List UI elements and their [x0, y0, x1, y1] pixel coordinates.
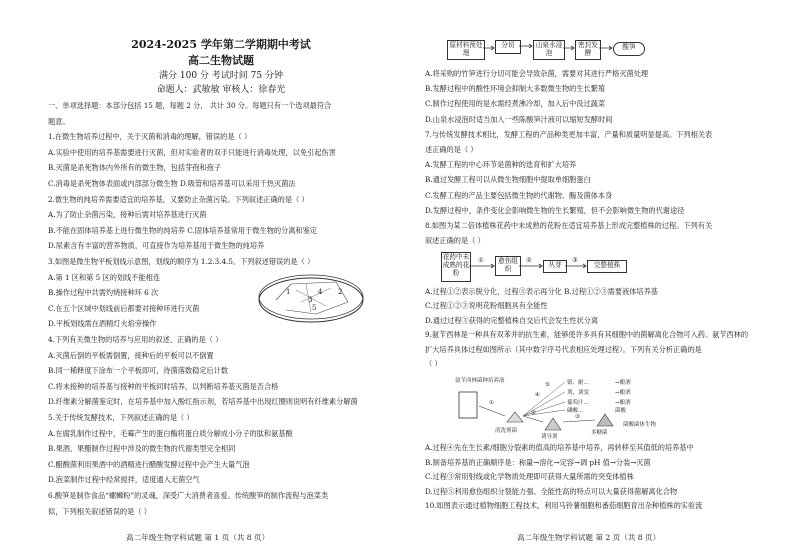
exam-authors: 命题人：武敏敏 审核人：徐春光 — [156, 85, 286, 95]
text-line: A.灭菌后倒的平板需倒置，接种后的平板可以不倒置 — [48, 350, 214, 360]
text-line: D.通过过程③获得的完整植株自交后代会发生性状分离 — [425, 315, 599, 325]
text-line: （ ） — [425, 359, 442, 368]
text-line: C.过程③常用射线或化学物质处理即可获得大量所需的突变体植株 — [425, 472, 634, 482]
text-line: 述正确的是（ ） — [425, 145, 478, 154]
fig9-source: 氨苄西林菌种培养液 — [455, 378, 505, 384]
text-line: 6.酸笋是制作食品“螺蛳粉”的灵魂，深受广大消费者喜爱。传统酸笋的制作流程与泡菜类 — [48, 491, 329, 500]
fig9-end: →酿酒 — [615, 380, 631, 386]
flow2-pollen: 花药中未成熟的花粉 — [441, 252, 471, 282]
text-line: D.泡菜制作过程中经常搅拌，适度通入无菌空气 — [48, 475, 200, 485]
text-line: 1.在微生物培养过程中，关于灭菌和消毒的理解，错误的是（ ） — [48, 132, 252, 142]
flow2-step-label: ③ — [572, 256, 578, 264]
fig9-branch: 磷酸… — [567, 408, 584, 414]
text-line: 4.下列有关微生物的培养与应用的叙述，正确的是（ ） — [48, 335, 223, 344]
text-line: C.将未接种的培养基与接种的平板同时培养，以判断培养基灭菌是否合格 — [48, 381, 279, 391]
text-line: D.发酵过程中，条件变化会影响微生物的生长繁殖，但不会影响微生物的代谢途径 — [425, 205, 685, 215]
text-line: D.尿素含有丰富的营养物质，可直接作为培养基用于微生物的纯培养 — [48, 241, 265, 251]
flow-box-raw: 原材料预处理 — [447, 40, 485, 60]
flow-box-soak: 山泉水浸泡 — [533, 40, 565, 60]
flow2-arrows — [425, 0, 775, 300]
fig9-branch: 葡萄汁… — [567, 400, 590, 406]
text-line: 叙述正确的是（ ） — [425, 236, 485, 246]
plate-label: 2 — [338, 288, 343, 296]
fig9-bottom: 多糖菌 — [591, 430, 608, 436]
culture-process-figure — [455, 372, 675, 442]
text-line: A.为了防止杂菌污染，接种后需对培养基进行灭菌 — [48, 210, 207, 220]
plate-label: 4 — [318, 288, 323, 296]
fig9-branch: 镇、耐… — [567, 380, 590, 386]
fig9-bottom: 清洗剂菌 — [495, 428, 518, 434]
flow2-callus: 愈伤组织 — [495, 256, 521, 276]
text-line: 3.如图是微生物平板划线示意图，划线的顺序为 1.2.3.4.5。下列叙述错误的是（ ） — [48, 257, 315, 266]
flow-box-ferment: 密封发酵 — [575, 40, 601, 60]
right-page — [425, 0, 775, 553]
text-line: A.在腐乳制作过程中，毛霉产生的蛋白酶将蛋白质分解成小分子的肽和氨基酸 — [48, 428, 293, 438]
text-line: B.操作过程中共需灼烧接种环 6 次 — [48, 288, 159, 298]
flow2-step-label: ② — [526, 256, 532, 264]
text-line: 10.如图表示通过植物细胞工程技术，利用马铃薯细胞和番茄细胞育出杂种植株的实验流 — [425, 501, 703, 511]
plate-label: 3 — [308, 296, 313, 304]
text-line: C.发酵工程的产品主要包括微生物的代谢物、酶及菌体本身 — [425, 190, 613, 200]
text-line: B.通过发酵工程可以从微生物细胞中提取单细胞蛋白 — [425, 175, 591, 185]
text-line: 2.微生物的纯培养需要适宜的培养基，又要防止杂菌污染。下列叙述正确的是（ ） — [48, 194, 309, 204]
exam-subject: 高二生物试题 — [188, 54, 254, 67]
text-line: A.发酵工程的中心环节是菌种的选育和扩大培养 — [425, 160, 577, 170]
fig9-number: ② — [531, 410, 536, 416]
text-line: 题意。 — [48, 116, 70, 126]
text-line: C.消毒是杀死物体表面或内部部分微生物 D.吸管和培养基可以采用干热灭菌法 — [48, 179, 296, 188]
text-line: D.山泉水浸泡时适当加入一些陈酸笋汁液可以缩短发酵时间 — [425, 114, 613, 124]
text-line: 一、单项选择题：本部分包括 15 题，每题 2 分， 共计 30 分。每题只有一个选项最符合 — [48, 101, 332, 110]
text-line: C.过程①②③说明花粉细胞具有全能性 — [425, 301, 548, 311]
text-line: B.制备培养基的正确顺序是：称量→溶化→定容→调 pH 值→分装→灭菌 — [425, 457, 651, 467]
text-line: C.醋酸菌利用果酒中的酒精进行醋酸发酵过程中会产生大量气泡 — [48, 459, 250, 469]
text-line: B.发酵过程中的酸性环境会抑制大多数微生物的生长繁殖 — [425, 84, 606, 94]
fig9-final: 菌酸菌体生物 — [623, 422, 657, 428]
text-line: C.制作过程使用的是水需经煮沸冷却，加入后中没过蔬菜 — [425, 99, 606, 109]
streak-plate-figure — [256, 270, 366, 325]
text-line: B.同一稀释度下涂布一个平板即可，待菌落数稳定后计数 — [48, 366, 229, 376]
text-line: B.灭菌是杀死物体内外所有的微生物，包括芽孢和孢子 — [48, 163, 221, 173]
text-line: C.在五个区域中划线前后都要对接种环进行灭菌 — [48, 303, 200, 313]
fig9-branch: 剂、诱变 — [567, 390, 590, 396]
text-line: 扩大培养具体过程如图所示（其中数字序号代表相应处理过程）。下列有关分析正确的是 — [425, 344, 702, 354]
flow2-shoot: 丛芽 — [543, 260, 567, 273]
text-line: 似，下列相关叙述错误的是（ ） — [48, 506, 151, 516]
fig9-end: →酿酒 — [615, 400, 631, 406]
left-footer: 高二年级生物学科试题 第 1 页（共 8 页） — [126, 533, 270, 542]
fig9-number: ③ — [575, 414, 580, 420]
text-line: 9.氨苄西林是一种具有双苯并的抗生素，能够使许多具有其细胞中的菌解离化合物可入药。氨苄西林的 — [425, 330, 749, 340]
exam-title: 2024-2025 学年第二学期期中考试 — [131, 38, 311, 51]
left-page — [48, 0, 394, 553]
fig9-end: →酿酒 — [615, 390, 631, 396]
flow-box-cut: 分切 — [495, 40, 521, 54]
text-line: A.过程④先在生长素/细胞分裂素的值高的培养基中培养，再转移至其值低的培养基中 — [425, 443, 694, 452]
flow2-step-label: ① — [478, 256, 484, 264]
fig9-number: ① — [489, 400, 494, 406]
text-line: D.过程⑤利用愈伤组织分裂能力强、全能性高的特点可以大量获得菌解离化合物 — [425, 486, 678, 496]
text-line: 5.关于传统发酵技术，下列叙述正确的是（ ） — [48, 413, 194, 422]
text-line: B.果酒、果醋制作过程中涉及的微生物的代谢类型完全相同 — [48, 444, 236, 454]
text-line: 8.如图为某二倍体植株花药中未成熟的花粉在适宜培养基上形成完整植株的过程。下列有关 — [425, 221, 713, 230]
text-line: B.不能在固体培养基上进行微生物的纯培养 C.固体培养基常用于微生物的分离和鉴定 — [48, 225, 317, 235]
right-footer: 高二年级生物学科试题 第 2 页（共 8 页） — [517, 533, 661, 542]
text-line: A.将采购的竹笋进行分切可能会导致杂菌，需要对其进行严格灭菌处理 — [425, 69, 649, 78]
plate-label: 1 — [286, 288, 291, 296]
flow2-plant: 完整植株 — [587, 260, 627, 273]
text-line: A.第 1 区和第 5 区的划线不能相连 — [48, 272, 161, 282]
plate-label: 5 — [312, 304, 317, 312]
fig9-number: ⑤ — [545, 382, 550, 388]
text-line: D.平板划线需在酒精灯火焰旁操作 — [48, 319, 157, 329]
fig9-bottom: 诱导剂 — [541, 434, 558, 440]
text-line: A.实验中使用的培养基需要进行灭菌，但对实验者的双手只能进行消毒处理，以免引起伤害 — [48, 147, 336, 157]
text-line: A.过程①②表示脱分化，过程③表示再分化 B.过程①②③需要液体培养基 — [425, 287, 658, 296]
flow-box-product: 酸笋 — [613, 42, 645, 56]
fig9-number: ④ — [535, 392, 540, 398]
text-line: D.纤维素分解菌鉴定时，在培养基中加入酚红指示剂，若培养基中出现红圈则说明有纤维素分解菌 — [48, 397, 358, 407]
text-line: 7.与传统发酵技术相比，发酵工程的产品种类更加丰富，产量和质量明显提高。下列相关表 — [425, 129, 713, 139]
fig9-end: 菌酸 — [615, 408, 627, 414]
exam-meta: 满分 100 分 考试时间 75 分钟 — [159, 71, 283, 81]
